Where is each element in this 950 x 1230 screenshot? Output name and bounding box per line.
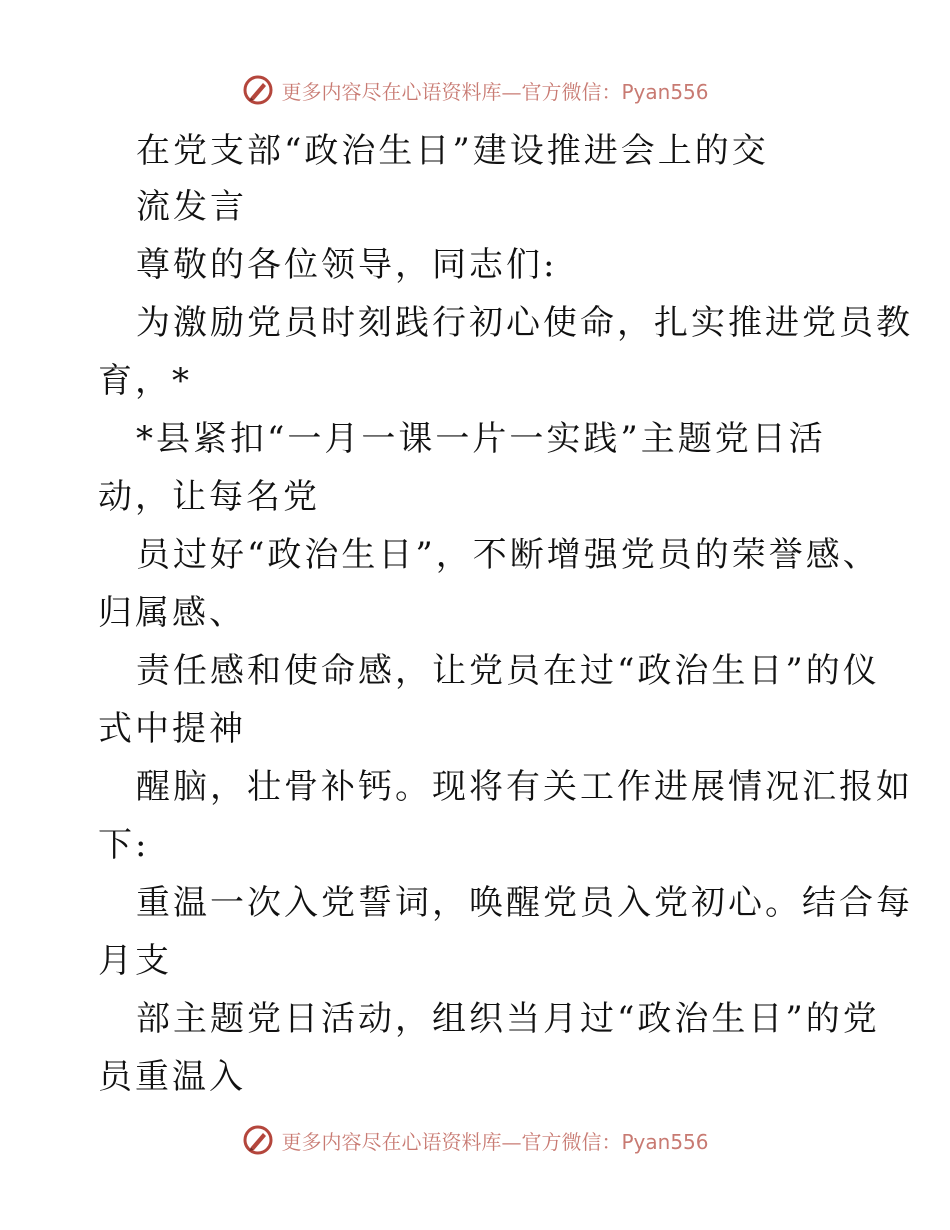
header-watermark [0,70,950,110]
doc-title-line-2: 流发言 [136,187,247,227]
watermark-text: 更多内容尽在心语资料库—官方微信：Pyan556 [281,1129,709,1154]
footer-watermark [0,1120,950,1160]
paragraph-line: 归属感、 [98,593,246,633]
paragraph-line: 式中提神 [98,709,246,749]
paragraph-line: 为激励党员时刻践行初心使命，扎实推进党员教 [136,303,913,343]
pen-logo-icon [241,1123,275,1157]
paragraph-line: 月支 [98,941,172,981]
salutation: 尊敬的各位领导，同志们: [136,245,558,285]
pen-logo-icon [241,73,275,107]
watermark-text: 更多内容尽在心语资料库—官方微信：Pyan556 [281,79,709,104]
paragraph-line: 责任感和使命感，让党员在过“政治生日”的仪 [136,651,880,691]
paragraph-line: 部主题党日活动，组织当月过“政治生日”的党 [136,999,880,1039]
paragraph-line: 育，* [98,361,192,401]
paragraph-line: 员重温入 [98,1057,246,1097]
paragraph-line: 员过好“政治生日”，不断增强党员的荣誉感、 [136,535,880,575]
paragraph-line: 下: [98,825,150,865]
paragraph-line: 重温一次入党誓词，唤醒党员入党初心。结合每 [136,883,913,923]
paragraph-line: *县紧扣“一月一课一片一实践”主题党日活 [136,419,826,459]
paragraph-line: 醒脑，壮骨补钙。现将有关工作进展情况汇报如 [136,767,913,807]
doc-title-line-1: 在党支部“政治生日”建设推进会上的交 [136,131,769,171]
paragraph-line: 动，让每名党 [98,477,320,517]
